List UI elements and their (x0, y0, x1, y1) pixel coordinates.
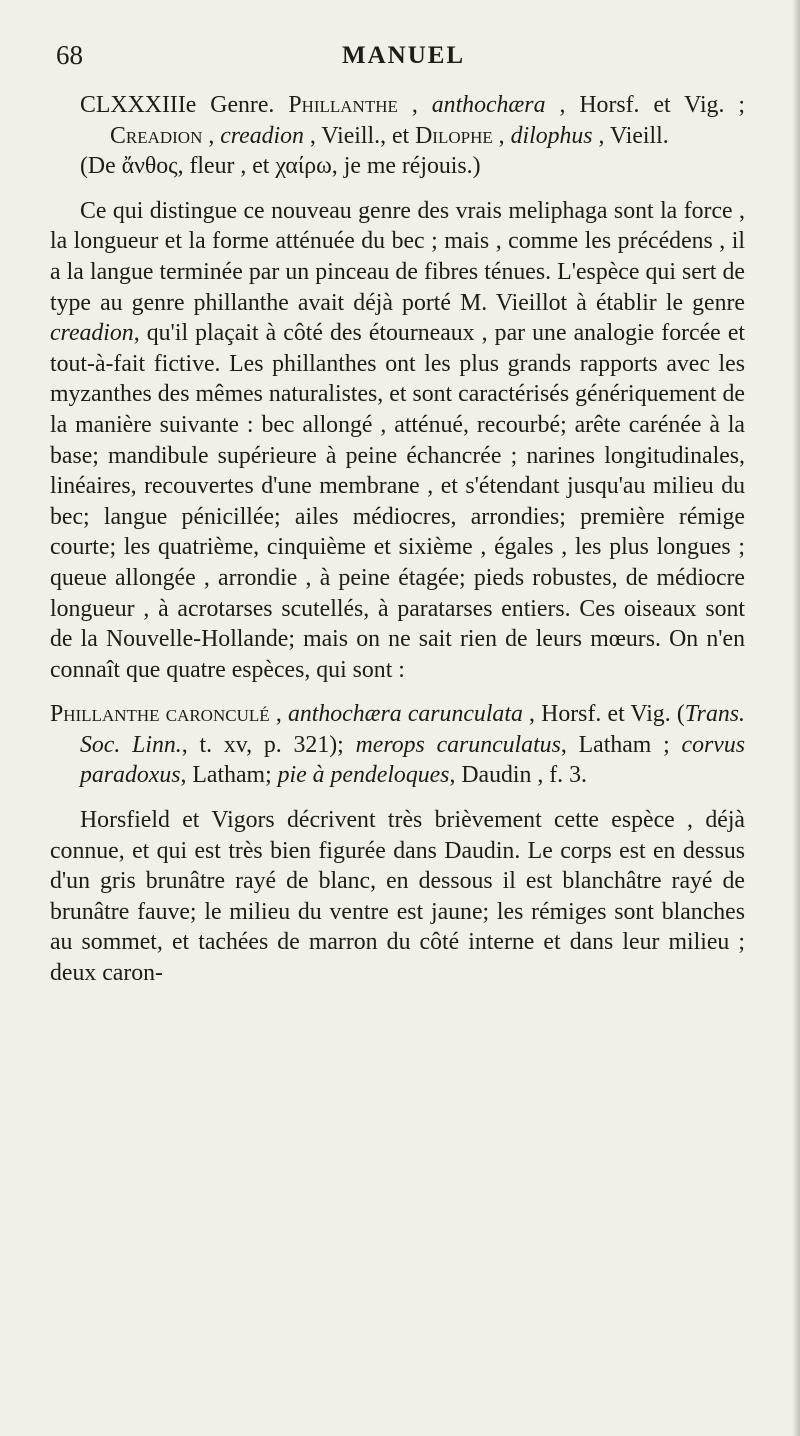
text-fragment: , Daudin , f. 3. (449, 762, 587, 789)
genre-number: CLXXXIIIe Genre. (80, 92, 289, 118)
species-entry (50, 699, 745, 791)
genre-name-phillanthe: Phillanthe (288, 92, 398, 118)
text-fragment: , Horsf. et Vig. ; (545, 92, 745, 118)
text-fragment: , t. xv, p. 321); (181, 731, 356, 758)
text-fragment: , (492, 122, 511, 149)
page-edge-shadow (792, 0, 800, 1436)
running-head: MANUEL (342, 42, 466, 69)
text-fragment: , Horsf. et Vig. ( (522, 701, 685, 728)
synonym-corvus: corvus paradoxus (80, 731, 745, 789)
species-heading (50, 699, 745, 791)
genre-latin-anthochaera: anthochæra (431, 92, 546, 118)
genre-heading (80, 90, 745, 151)
species-name: Phillanthe caronculé (50, 701, 270, 728)
text-fragment: , qu'il plaçait à côté des étourneaux , par une analogie forcée et tout-à-fait fictive. Les phillanthes ont les plus grands rapports avec les myzanthes des mêmes naturalistes, et sont caractérisés génériquement de la manière suivante : bec allongé , atténué, recourbé; arête carénée à la base; mandibule supérieure à peine échancrée ; narines longitudinales, linéaires, recouvertes d'une membrane , et s'étendant jusqu'au milieu du bec; langue pénicillée; ailes médiocres, arrondies; première rémige courte; les quatrième, cinquième et sixième , égales , les plus longues ; queue allongée , arrondie , à peine étagée; pieds robustes, de médiocre longueur , à acrotarses scutellés, à paratarses entiers. Ces oiseaux sont de la Nouvelle-Hollande; mais on ne sait rien de leurs mœurs. On n'en connaît que quatre espèces, qui sont : (50, 320, 745, 683)
genre-name-creadion: Creadion (110, 122, 203, 149)
genre-latin-creadion: creadion (220, 122, 304, 149)
description-paragraph (50, 196, 745, 686)
text-fragment: Ce qui distingue ce nouveau genre des vrais meliphaga sont la force , la longueur et la forme atténuée du bec ; mais , comme les précédens , il a la langue terminée par un pinceau de fibres ténues. L'espèce qui sert de type au genre phillanthe avait déjà porté M. Vieillot à établir le genre (50, 197, 745, 316)
body-text (50, 90, 745, 989)
text-fragment: , (397, 92, 432, 118)
species-description-paragraph: Horsfield et Vigors décrivent très brièvement cette espèce , déjà connue, et qui est très bien figurée dans Daudin. Le corps est en dessus d'un gris brunâtre rayé de blanc, en dessous il est blanchâtre rayé de brunâtre fauve; le milieu du ventre est jaune; les rémiges sont blanches au sommet, et tachées de marron du côté interne et dans leur milieu ; deux caron- (50, 807, 745, 987)
genre-latin-dilophus: dilophus (510, 122, 593, 149)
text-fragment: , (269, 701, 288, 728)
etymology: (De ἄνθος, fleur , et χαίρω, je me réjouis.) (80, 153, 481, 180)
text-fragment: , Latham; (180, 762, 278, 789)
text-fragment: , Latham ; (560, 731, 682, 758)
citation-journal: Trans. Soc. Linn. (80, 701, 745, 758)
text-fragment: , (202, 122, 221, 149)
page-header (52, 40, 742, 80)
page-number: 68 (56, 40, 83, 70)
synonym-merops: merops carunculatus (355, 731, 561, 758)
text-fragment: , Vieill. (592, 122, 669, 149)
genre-name-dilophe: Dilophe (415, 122, 493, 149)
italic-creadion: creadion (50, 320, 134, 347)
text-fragment: , Vieill., et (303, 122, 416, 149)
species-latin: anthochæra carunculata (287, 701, 523, 728)
synonym-pie: pie à pendeloques (277, 762, 450, 789)
